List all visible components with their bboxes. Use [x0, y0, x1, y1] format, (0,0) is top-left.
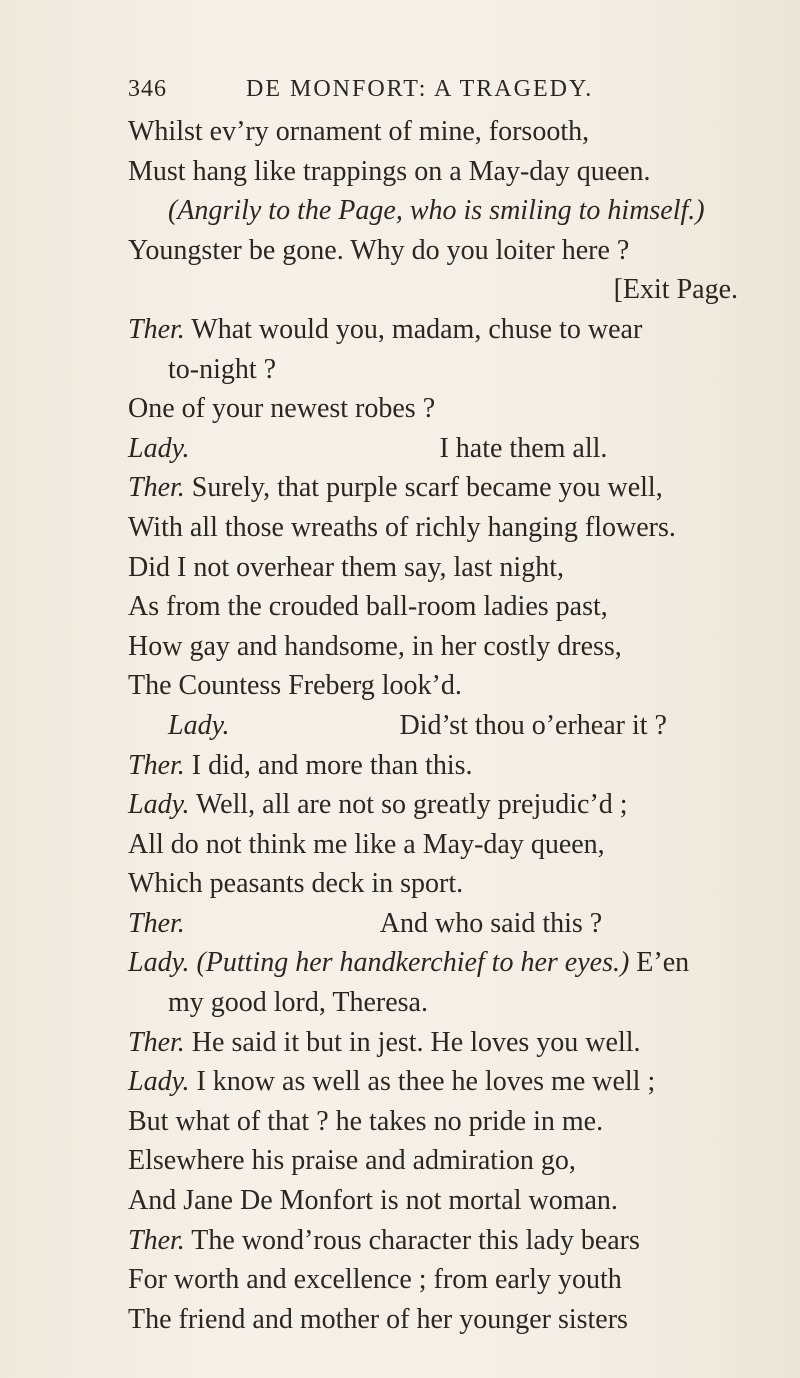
page-number: 346: [128, 76, 167, 102]
verse-line: The Countess Freberg look’d.: [128, 670, 462, 702]
verse-line: to-night ?: [168, 353, 277, 385]
verse-line: Ther. And who said this ?: [128, 907, 603, 939]
speaker-name: Lady.: [128, 789, 190, 821]
verse-line: One of your newest robes ?: [128, 393, 436, 425]
verse-line: Lady. Well, all are not so greatly prejudic’d ;: [128, 789, 628, 821]
verse-line: Did I not overhear them say, last night,: [128, 551, 564, 583]
verse-line: How gay and handsome, in her costly dress,: [128, 630, 622, 662]
speaker-name: Lady.: [128, 432, 190, 464]
verse-line: Youngster be gone. Why do you loiter here ?: [128, 234, 630, 266]
verse-line: Ther. I did, and more than this.: [128, 749, 473, 781]
verse-line: The friend and mother of her younger sisters: [128, 1303, 628, 1335]
verse-line: All do not think me like a May-day queen,: [128, 828, 605, 860]
verse-line: Elsewhere his praise and admiration go,: [128, 1145, 576, 1177]
speaker-name: Ther.: [128, 1026, 185, 1058]
verse-line: With all those wreaths of richly hanging flowers.: [128, 511, 676, 543]
verse-line: my good lord, Theresa.: [168, 987, 428, 1019]
exit-direction: [Exit Page.: [613, 274, 738, 306]
speaker-name: Ther.: [128, 313, 185, 345]
verse-line: Ther. What would you, madam, chuse to wear: [128, 313, 643, 345]
verse-line: Whilst ev’ry ornament of mine, forsooth,: [128, 116, 590, 147]
verse-line: Lady. I hate them all.: [128, 432, 608, 464]
speaker-name: Lady.: [128, 947, 190, 979]
verse-line: As from the crouded ball-room ladies past,: [128, 591, 608, 623]
verse-line: Lady. (Putting her handkerchief to her eyes.) E’en: [128, 947, 690, 979]
verse-line: For worth and excellence ; from early youth: [128, 1264, 622, 1296]
verse-line: Ther. Surely, that purple scarf became you well,: [128, 472, 663, 504]
speaker-name: Lady.: [168, 709, 230, 741]
verse-line: Which peasants deck in sport.: [128, 868, 464, 900]
verse-line: Must hang like trappings on a May-day queen.: [128, 155, 651, 187]
verse-line: But what of that ? he takes no pride in me.: [128, 1105, 604, 1137]
verse-line: Lady. Did’st thou o’erhear it ?: [168, 709, 667, 741]
speaker-name: Lady.: [128, 1066, 190, 1098]
stage-direction: (Angrily to the Page, who is smiling to himself.): [168, 195, 705, 227]
play-text: [128, 112, 788, 1339]
running-title: DE MONFORT: A TRAGEDY.: [246, 76, 594, 102]
verse-line: And Jane De Monfort is not mortal woman.: [128, 1185, 618, 1217]
speaker-name: Ther.: [128, 472, 185, 504]
verse-line: Ther. The wond’rous character this lady bears: [128, 1224, 640, 1256]
verse-line: Lady. I know as well as thee he loves me well ;: [128, 1066, 656, 1098]
stage-direction: (Putting her handkerchief to her eyes.): [196, 947, 630, 979]
speaker-name: Ther.: [128, 1224, 185, 1256]
verse-line: Ther. He said it but in jest. He loves you well.: [128, 1026, 641, 1058]
speaker-name: Ther.: [128, 749, 185, 781]
speaker-name: Ther.: [128, 907, 185, 939]
